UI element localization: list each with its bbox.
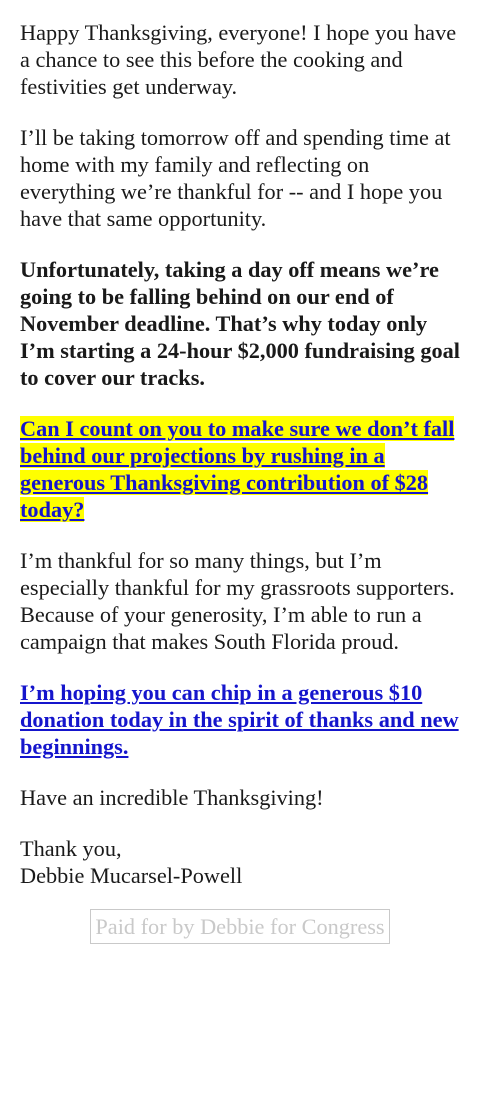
cta-paragraph-1: [20, 415, 460, 523]
holiday-wish-paragraph: Have an incredible Thanksgiving!: [20, 785, 324, 810]
deadline-paragraph: Unfortunately, taking a day off means we’re going to be falling behind on our end of November deadline. That’s why today only I’m starting a 24-hour $2,000 fundraising goal to cover our tracks.: [20, 257, 460, 390]
donate-10-link[interactable]: I’m hoping you can chip in a generous $10 donation today in the spirit of thanks and new beginnings.: [20, 680, 459, 759]
donate-28-link[interactable]: Can I count on you to make sure we don’t fall behind our projections by rushing in a generous Thanksgiving contribution of $28 today?: [20, 416, 455, 522]
cta-paragraph-2: [20, 679, 460, 760]
signature: Debbie Mucarsel-Powell: [20, 863, 243, 888]
paid-for-by-disclaimer: Paid for by Debbie for Congress: [90, 909, 389, 944]
greeting-paragraph: Happy Thanksgiving, everyone! I hope you have a chance to see this before the cooking and festivities get underway.: [20, 20, 457, 99]
closing-line: Thank you,: [20, 836, 122, 861]
thanks-supporters-paragraph: I’m thankful for so many things, but I’m especially thankful for my grassroots supporters. Because of your generosity, I’m able to run a campaign that makes South Florida proud.: [20, 548, 455, 654]
day-off-paragraph: I’ll be taking tomorrow off and spending time at home with my family and reflecting on everything we’re thankful for -- and I hope you have that same opportunity.: [20, 125, 451, 231]
footer-container: [20, 909, 460, 944]
